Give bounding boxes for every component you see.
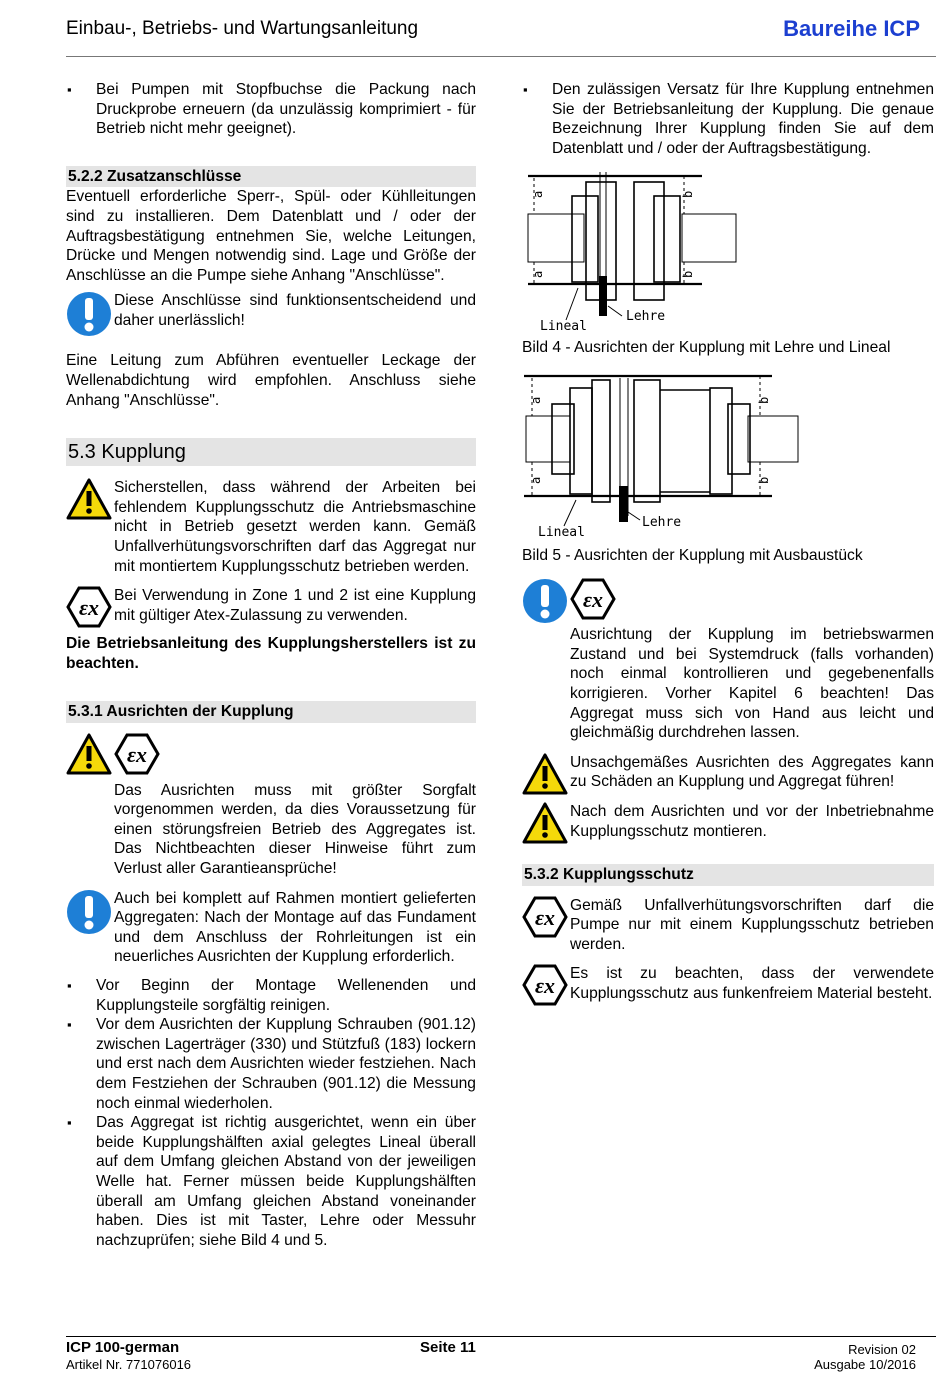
fig5-label-lehre: Lehre: [642, 514, 682, 530]
fig5-label-lineal: Lineal: [538, 524, 585, 540]
ex-atex-icon: [522, 896, 568, 944]
fig5-label-a-top: a: [529, 396, 543, 404]
note-betriebswarm: [522, 578, 934, 743]
fig4-label-b-top: b: [681, 191, 695, 199]
bullet-reinigen: ▪ Vor Beginn der Montage Wellenenden und Kupplungsteile sorgfältig reinigen.: [66, 976, 476, 1015]
bold-hersteller: Die Betriebsanleitung des Kupplungsherstellers ist zu beachten.: [66, 635, 476, 672]
warning-kupplungsschutz-text: Sicherstellen, dass während der Arbeiten bei fehlendem Kupplungsschutz die Antriebsmaschine nicht in Betrieb gesetzt werden kann. Gemäß Unfallverhütungsvorschriften darf das Aggregat nur mit montiertem Kupplungsschutz betrieben werden.: [114, 479, 476, 575]
footer-page-number: Seite 11: [420, 1339, 476, 1356]
footer-doc-id: ICP 100-german: [66, 1339, 180, 1356]
warning-unsachgemaess-text: Unsachgemäßes Ausrichten des Aggregates kann zu Schäden an Kupplung und Aggregat führen!: [570, 753, 934, 791]
fig5-label-b-top: b: [757, 396, 771, 404]
fig4-label-lehre: Lehre: [626, 309, 666, 325]
ex-atex-icon: [570, 586, 616, 624]
footer-divider: [66, 1336, 936, 1337]
feeler-gauge: [599, 276, 607, 316]
ex-atex-icon: [66, 586, 112, 634]
warning-triangle-icon: [522, 802, 568, 850]
svg-text:εx: εx: [534, 904, 556, 930]
warning-triangle-icon: [522, 753, 568, 801]
fig4-label-lineal: Lineal: [540, 319, 587, 335]
bullet-schrauben: ▪ Vor dem Ausrichten der Kupplung Schrauben (901.12) zwischen Lagerträger (330) und Stützfuß (183) lockern und erst nach dem Ausrichten wieder festziehen. Nach dem Festziehen der Schrauben (901.12) die Messung noch einmal wiederholen.: [66, 1015, 476, 1113]
fig4-label-b-bottom: b: [681, 271, 695, 279]
svg-text:εx: εx: [582, 586, 604, 612]
heading-5-2-2: 5.2.2 Zusatzanschlüsse: [66, 166, 476, 188]
info-exclamation-icon: [66, 889, 112, 941]
figure-5-drawing: [522, 370, 934, 542]
svg-text:εx: εx: [534, 973, 556, 999]
bullet-versatz: ▪ Den zulässigen Versatz für Ihre Kupplung entnehmen Sie der Betriebsanleitung der Kupplung. Die genaue Bezeichnung Ihrer Kupplung finden Sie auf dem Datenblatt und / oder der Auftragsbestätigung.: [522, 80, 934, 158]
heading-5-3: 5.3 Kupplung: [66, 438, 476, 466]
warning-sorgfalt: [66, 733, 476, 879]
footer-ausgabe: Ausgabe 10/2016: [814, 1357, 916, 1372]
figure-4-drawing: [522, 166, 934, 334]
note-betriebswarm-text: Ausrichtung der Kupplung im betriebswarmen Zustand und bei Systemdruck (falls vorhanden) noch einmal kontrollieren und gegebenenfalls korrigieren. Vorher Kapitel 6 beachten! Das Aggregat muss sich von Hand aus leicht und gleichmäßig durchdrehen lassen.: [570, 626, 934, 742]
note-rahmen: [66, 889, 476, 967]
warning-sorgfalt-text: Das Ausrichten muss mit größter Sorgfalt vorgenommen werden, da dies Voraussetzung für einen störungsfreien Betrieb des Aggregates ist. Das Nichtbeachten dieser Hinweise führt zum Verlust aller Garantieansprüche!: [114, 781, 476, 878]
feeler-gauge: [619, 486, 628, 522]
ex-funkenfrei-note: [522, 964, 934, 1003]
warning-triangle-icon: [66, 733, 112, 781]
figure-5-caption: Bild 5 - Ausrichten der Kupplung mit Ausbaustück: [522, 546, 863, 564]
ex-kupplungsschutz-text: Gemäß Unfallverhütungsvorschriften darf die Pumpe nur mit einem Kupplungsschutz betrieben werden.: [570, 896, 934, 953]
paragraph-leckage: Eine Leitung zum Abführen eventueller Leckage der Wellenabdichtung wird empfohlen. Anschluss siehe Anhang "Anschlüsse".: [66, 352, 476, 409]
heading-5-3-2: 5.3.2 Kupplungsschutz: [522, 864, 934, 886]
svg-text:εx: εx: [126, 742, 148, 768]
ex-funkenfrei-text: Es ist zu beachten, dass der verwendete Kupplungsschutz aus funkenfreiem Material besteht.: [570, 965, 934, 1002]
note-anschluesse-text: Diese Anschlüsse sind funktionsentscheidend und daher unerlässlich!: [114, 292, 476, 329]
ex-atex-icon: [522, 964, 568, 1012]
ex-zone-note: [66, 586, 476, 625]
warning-triangle-icon: [66, 478, 112, 526]
warning-unsachgemaess: [522, 753, 934, 792]
right-column: [522, 80, 934, 1003]
header-divider: [66, 56, 936, 57]
figure-4: [522, 166, 934, 358]
fig4-label-a-top: a: [531, 191, 545, 199]
document-title: Einbau-, Betriebs- und Wartungsanleitung: [66, 18, 419, 39]
warning-kupplungsschutz: [66, 478, 476, 576]
bullet-packing: ▪ Bei Pumpen mit Stopfbuchse die Packung nach Druckprobe erneuern (da unzulässig komprimiert - für Betrieb nicht mehr geeignet).: [66, 80, 476, 139]
series-title: Baureihe ICP: [783, 16, 920, 41]
figure-4-caption: Bild 4 - Ausrichten der Kupplung mit Lehre und Lineal: [522, 339, 891, 357]
ex-kupplungsschutz-note: [522, 896, 934, 955]
left-column: [66, 80, 476, 1250]
ex-zone-text: Bei Verwendung in Zone 1 und 2 ist eine Kupplung mit gültiger Atex-Zulassung zu verwenden.: [114, 587, 476, 624]
svg-text:εx: εx: [78, 595, 100, 621]
note-anschluesse: [66, 291, 476, 335]
fig5-label-b-bottom: b: [757, 476, 771, 484]
footer-artikel: Artikel Nr. 771076016: [66, 1357, 192, 1372]
fig5-label-a-bottom: a: [529, 476, 543, 484]
note-rahmen-text: Auch bei komplett auf Rahmen montiert gelieferten Aggregaten: Nach der Montage auf das Fundament und dem Anschluss der Rohrleitungen ist ein neuerliches Ausrichten der Kupplung erforderlich.: [114, 889, 476, 966]
warning-montieren: [522, 802, 934, 846]
figure-5: [522, 370, 934, 566]
paragraph-zusatzanschluesse: Eventuell erforderliche Sperr-, Spül- oder Kühlleitungen sind zu installieren. Dem Datenblatt und / oder der Auftragsbestätigung entnehmen Sie, welche Leitungen, Drücke und Mengen notwendig sind. Lage und Größe der Anschlüsse an die Pumpe siehe Anhang "Anschlüsse".: [66, 188, 476, 284]
heading-5-3-1: 5.3.1 Ausrichten der Kupplung: [66, 701, 476, 723]
footer-revision: Revision 02: [848, 1342, 916, 1357]
bullet-ausgerichtet: ▪ Das Aggregat ist richtig ausgerichtet, wenn ein über beide Kupplungshälften axial gelegtes Lineal überall auf dem Umfang gleichen Abstand von der jeweiligen Welle hat. Ferner müssen beide Kupplungshälften überall am Umfang gleichen Abstand voneinander haben. Dies ist mit Taster, Lehre oder Messuhr nachzuprüfen; siehe Bild 4 und 5.: [66, 1113, 476, 1250]
ex-atex-icon: [114, 742, 160, 779]
warning-montieren-text: Nach dem Ausrichten und vor der Inbetriebnahme Kupplungsschutz montieren.: [570, 802, 934, 840]
fig4-label-a-bottom: a: [531, 271, 545, 279]
info-exclamation-icon: [522, 578, 568, 630]
info-exclamation-icon: [66, 291, 112, 343]
